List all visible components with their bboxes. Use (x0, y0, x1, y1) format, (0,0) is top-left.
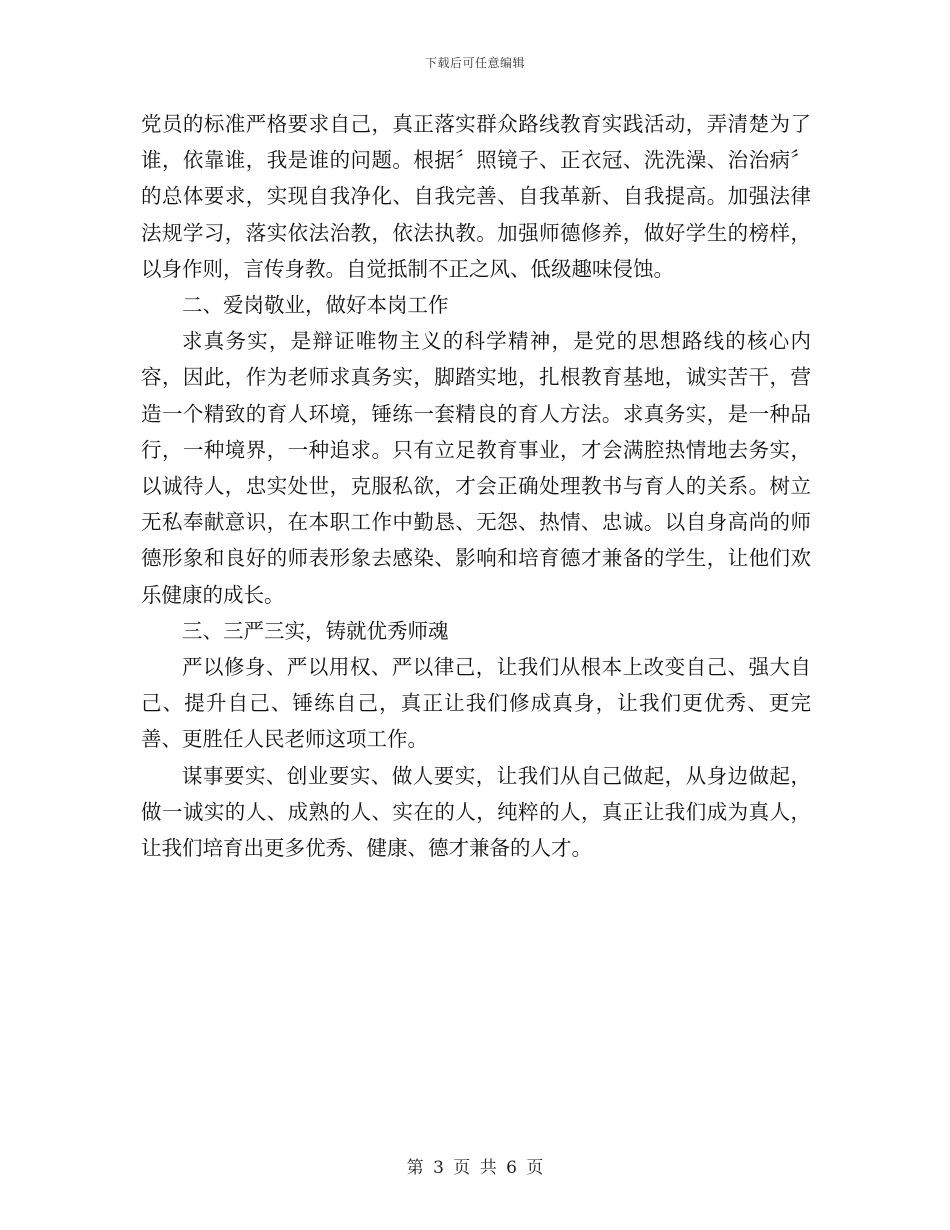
section-heading-3: 三、三严三实，铸就优秀师魂 (182, 618, 449, 643)
paragraph-section-3b: 谋事要实、创业要实、做人要实，让我们从自己做起，从身边做起，做一诚实的人、成熟的人、实在的人，纯粹的人，真正让我们成为真人，让我们培育出更多优秀、健康、德才兼备的人才。 (141, 763, 811, 861)
page-header: 下载后可任意编辑 (424, 56, 525, 70)
paragraph-continued: 党员的标准严格要求自己，真正落实群众路线教育实践活动，弄清楚为了谁，依靠谁，我是谁的问题。根据〞照镜子、正衣冠、洗洗澡、治治病〞的总体要求，实现自我净化、自我完善、自我革新、自我提高。加强法律法规学习，落实依法治教，依法执教。加强师德修养，做好学生的榜样，以身作则，言传身教。自觉抵制不正之风、低级趣味侵蚀。 (141, 112, 811, 281)
page-number-footer: 第 3 页 共 6 页 (406, 1158, 544, 1178)
paragraph-section-2: 求真务实，是辩证唯物主义的科学精神，是党的思想路线的核心内容，因此，作为老师求真务实，脚踏实地，扎根教育基地，诚实苦干，营造一个精致的育人环境，锤练一套精良的育人方法。求真务实，是一种品行，一种境界，一种追求。只有立足教育事业，才会满腔热情地去务实，以诚待人，忠实处世，克服私欲，才会正确处理教书与育人的关系。树立无私奉献意识，在本职工作中勤恳、无怨、热情、忠诚。以自身高尚的师德形象和良好的师表形象去感染、影响和培育德才兼备的学生，让他们欢乐健康的成长。 (141, 329, 811, 607)
paragraph-section-3a: 严以修身、严以用权、严以律己，让我们从根本上改变自己、强大自己、提升自己、锤练自己，真正让我们修成真身，让我们更优秀、更完善、更胜任人民老师这项工作。 (141, 655, 811, 752)
document-body (141, 106, 811, 866)
section-heading-2: 二、爱岗敬业，做好本岗工作 (182, 293, 449, 318)
